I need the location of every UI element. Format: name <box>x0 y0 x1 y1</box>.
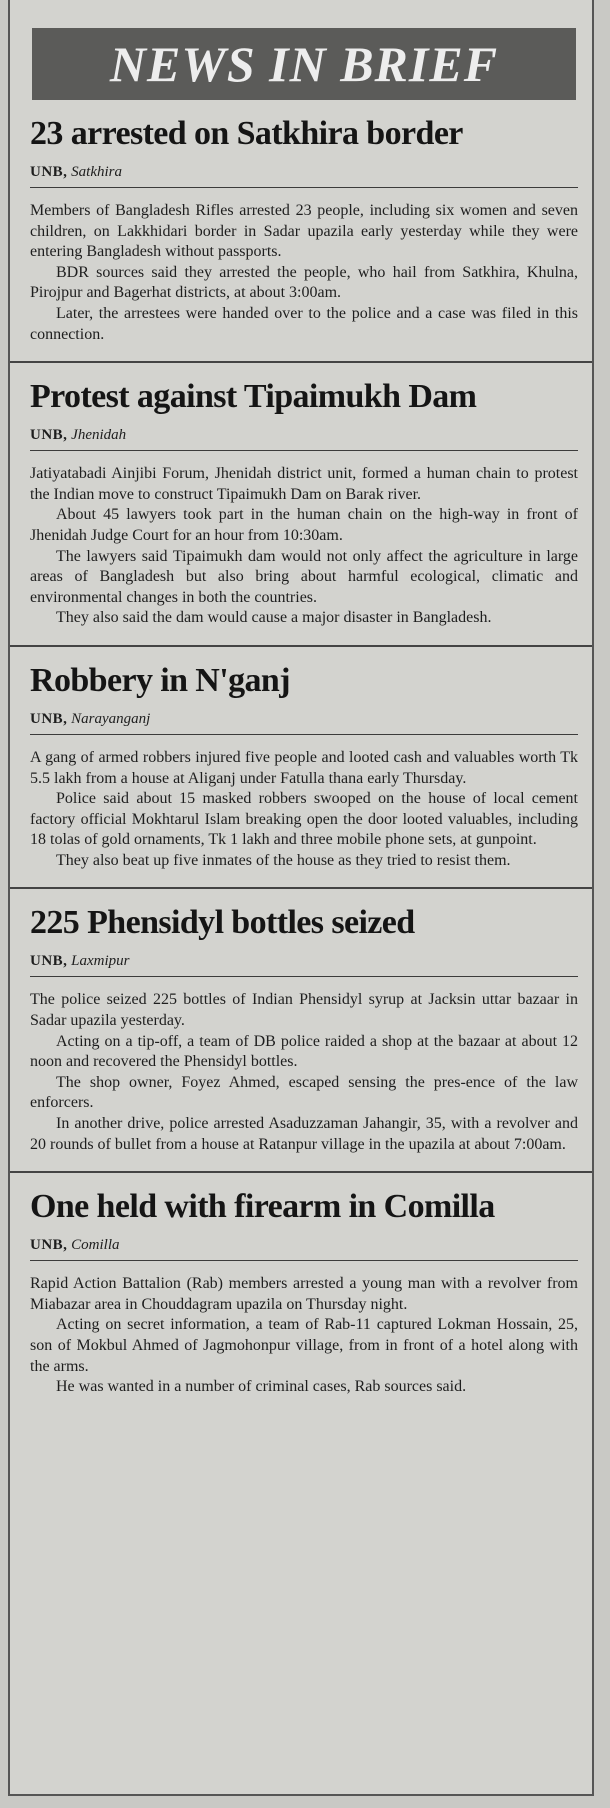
byline-place: Narayanganj <box>71 710 151 727</box>
story-paragraph: Police said about 15 masked robbers swooped on the house of local cement factory official Mokhtarul Islam breaking open the door looted valuables, including 18 tolas of gold ornaments, Tk 1 lakh and three mobile phone sets, at gunpoint. <box>30 790 578 849</box>
story-body <box>30 1274 578 1398</box>
story-tipaimukh <box>10 377 592 629</box>
story-paragraph: The police seized 225 bottles of Indian Phensidyl syrup at Jacksin uttar bazaar in Sadar upazila yesterday. <box>30 991 578 1030</box>
story-paragraph: The shop owner, Foyez Ahmed, escaped sensing the pres-ence of the law enforcers. <box>30 1073 578 1112</box>
byline-agency: UNB, <box>30 427 68 444</box>
story-paragraph: Jatiyatabadi Ainjibi Forum, Jhenidah district unit, formed a human chain to protest the Indian move to construct Tipaimukh Dam on Barak river. <box>30 465 578 503</box>
story-paragraph: Acting on secret information, a team of Rab-11 captured Lokman Hossain, 25, son of Mokbul Ahmed of Jagmohonpur village, from in front of a hotel along with the arms. <box>30 1316 578 1375</box>
story-paragraph: Rapid Action Battalion (Rab) members arrested a young man with a revolver from Miabazar area in Chouddagram upazila on Thursday night. <box>30 1275 578 1313</box>
story-paragraph: BDR sources said they arrested the people, who hail from Satkhira, Khulna, Pirojpur and Bagerhat districts, at about 3:00am. <box>30 263 578 302</box>
story-byline <box>30 953 578 977</box>
story-byline <box>30 1237 578 1261</box>
story-paragraph: Members of Bangladesh Rifles arrested 23 people, including six women and seven children, on Lakkhidari border in Sadar upazila early yesterday while they were entering Bangladesh without passports. <box>30 202 578 261</box>
story-headline: Robbery in N'ganj <box>30 661 290 699</box>
story-body <box>30 201 578 345</box>
story-comilla <box>10 1187 592 1398</box>
byline-place: Laxmipur <box>71 953 130 970</box>
story-byline <box>30 164 578 188</box>
story-body <box>30 990 578 1155</box>
story-paragraph: Acting on a tip-off, a team of DB police raided a shop at the bazaar at about 12 noon and recovered the Phensidyl bottles. <box>30 1032 578 1071</box>
story-body <box>30 748 578 872</box>
byline-agency: UNB, <box>30 710 68 727</box>
story-robbery <box>10 661 592 872</box>
story-paragraph: About 45 lawyers took part in the human chain on the high-way in front of Jhenidah Judge Court for an hour from 10:30am. <box>30 506 578 544</box>
byline-place: Jhenidah <box>71 427 127 444</box>
story-separator <box>10 361 592 363</box>
story-paragraph: A gang of armed robbers injured five people and looted cash and valuables worth Tk 5.5 lakh from a house at Aliganj under Fatulla thana early Thursday. <box>30 748 578 787</box>
byline-agency: UNB, <box>30 953 68 970</box>
story-body <box>30 464 578 629</box>
byline-agency: UNB, <box>30 1237 68 1254</box>
story-paragraph: The lawyers said Tipaimukh dam would not only affect the agriculture in large areas of Bangladesh but also bring about harmful ecological, climatic and environmental changes in both the countries. <box>30 547 578 606</box>
section-banner: NEWS IN BRIEF <box>32 28 576 100</box>
story-paragraph: They also beat up five inmates of the house as they tried to resist them. <box>56 851 511 869</box>
story-headline: One held with firearm in Comilla <box>30 1188 495 1226</box>
story-phensidyl <box>10 903 592 1155</box>
story-headline: Protest against Tipaimukh Dam <box>30 378 477 416</box>
story-headline: 225 Phensidyl bottles seized <box>30 904 415 942</box>
story-byline <box>30 711 578 735</box>
story-paragraph: In another drive, police arrested Asaduzzaman Jahangir, 35, with a revolver and 20 rounds of bullet from a house at Ratanpur village in the upazila at about 7:00am. <box>30 1115 578 1153</box>
byline-agency: UNB, <box>30 164 68 180</box>
story-separator <box>10 1171 592 1173</box>
story-paragraph: Later, the arrestees were handed over to the police and a case was filed in this connection. <box>30 304 578 343</box>
story-headline: 23 arrested on Satkhira border <box>30 115 463 152</box>
story-satkhira <box>10 114 592 345</box>
story-separator <box>10 645 592 647</box>
story-paragraph: They also said the dam would cause a major disaster in Bangladesh. <box>56 609 492 627</box>
byline-place: Comilla <box>71 1237 120 1254</box>
byline-place: Satkhira <box>71 164 123 180</box>
story-paragraph: He was wanted in a number of criminal cases, Rab sources said. <box>56 1378 467 1396</box>
story-byline <box>30 427 578 451</box>
news-in-brief-column <box>8 0 594 1796</box>
story-separator <box>10 887 592 889</box>
